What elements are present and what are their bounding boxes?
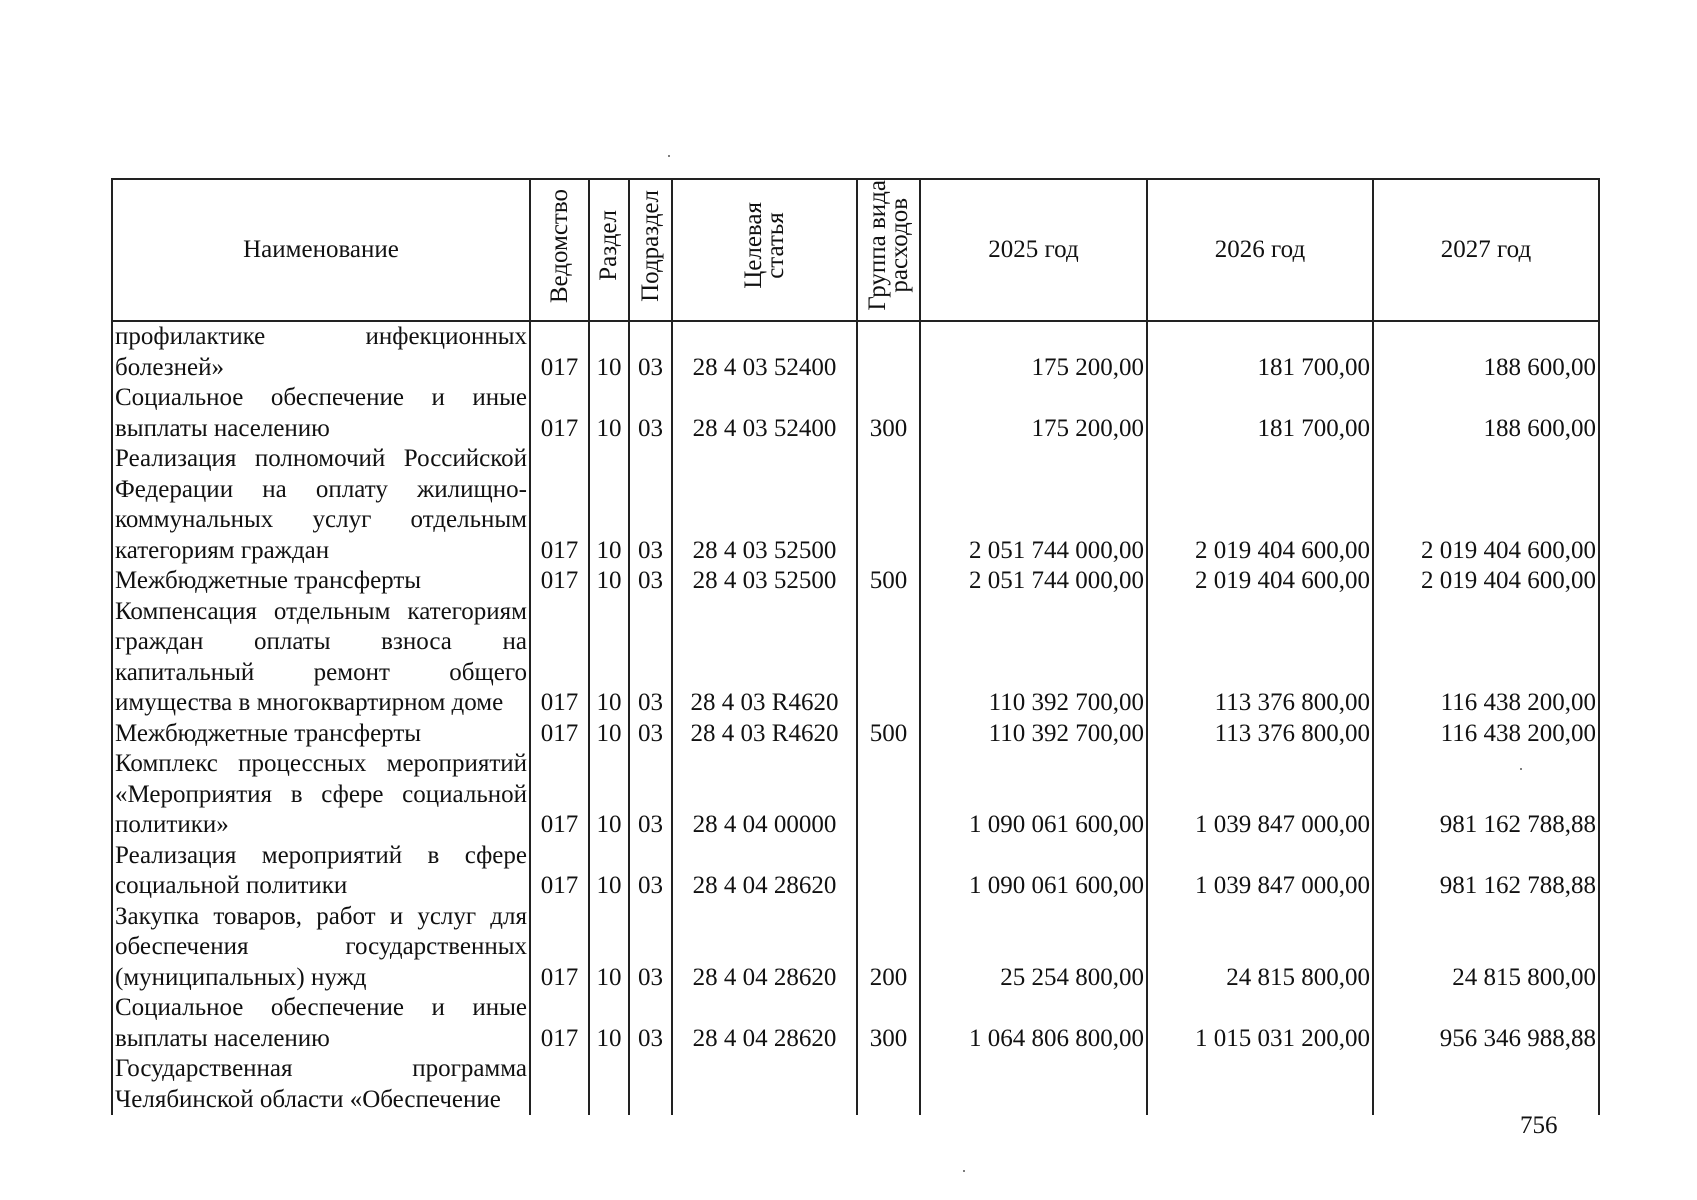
scan-speck (1520, 768, 1522, 770)
row-razdel: 10 (589, 902, 629, 994)
row-vedomstvo: 017 (530, 321, 589, 383)
header-year-2026: 2026 год (1147, 179, 1373, 321)
row-gruppa: 500 (857, 566, 920, 597)
row-amount-2027: 24 815 800,00 (1373, 902, 1599, 994)
row-podrazdel (629, 1054, 672, 1115)
row-tselevaya-statya: 28 4 04 28620 (672, 902, 857, 994)
row-tselevaya-statya: 28 4 03 R4620 (672, 597, 857, 719)
row-amount-2026 (1147, 1054, 1373, 1115)
header-razdel-label: Раздел (595, 210, 622, 282)
row-gruppa (857, 841, 920, 902)
row-name: Комплекс процессных мероприятий «Мероприятия в сфере социальной политики» (112, 749, 530, 841)
row-amount-2027: 956 346 988,88 (1373, 993, 1599, 1054)
row-podrazdel: 03 (629, 993, 672, 1054)
table-row (112, 749, 1599, 841)
row-name: Реализация мероприятий в сфере социальной политики (112, 841, 530, 902)
row-razdel: 10 (589, 597, 629, 719)
table-row (112, 902, 1599, 994)
row-gruppa (857, 1054, 920, 1115)
row-name: Закупка товаров, работ и услуг для обеспечения государственных (муниципальных) нужд (112, 902, 530, 994)
row-amount-2026: 1 039 847 000,00 (1147, 841, 1373, 902)
table-row (112, 566, 1599, 597)
row-tselevaya-statya: 28 4 03 52500 (672, 444, 857, 566)
row-razdel: 10 (589, 383, 629, 444)
table-row (112, 841, 1599, 902)
table-row (112, 444, 1599, 566)
row-amount-2026: 24 815 800,00 (1147, 902, 1373, 994)
row-amount-2026: 1 015 031 200,00 (1147, 993, 1373, 1054)
row-vedomstvo: 017 (530, 383, 589, 444)
row-gruppa (857, 444, 920, 566)
scan-speck (963, 1170, 965, 1172)
row-name: профилактике инфекционных болезней» (112, 321, 530, 383)
table-header (112, 179, 1599, 321)
row-vedomstvo: 017 (530, 597, 589, 719)
row-razdel (589, 1054, 629, 1115)
row-gruppa (857, 597, 920, 719)
row-podrazdel: 03 (629, 383, 672, 444)
row-amount-2026: 2 019 404 600,00 (1147, 444, 1373, 566)
row-podrazdel: 03 (629, 566, 672, 597)
header-name: Наименование (112, 179, 530, 321)
row-razdel: 10 (589, 993, 629, 1054)
row-podrazdel: 03 (629, 321, 672, 383)
row-amount-2027: 2 019 404 600,00 (1373, 566, 1599, 597)
row-name: Компенсация отдельным категориям граждан оплаты взноса на капитальный ремонт общего имущества в многоквартирном доме (112, 597, 530, 719)
header-podrazdel-label: Подраздел (636, 189, 664, 302)
row-gruppa (857, 749, 920, 841)
row-podrazdel: 03 (629, 719, 672, 750)
row-tselevaya-statya: 28 4 04 00000 (672, 749, 857, 841)
row-gruppa (857, 321, 920, 383)
row-amount-2027: 116 438 200,00 (1373, 597, 1599, 719)
row-amount-2025: 110 392 700,00 (920, 597, 1147, 719)
row-amount-2025: 25 254 800,00 (920, 902, 1147, 994)
row-amount-2027: 981 162 788,88 (1373, 749, 1599, 841)
budget-table (111, 178, 1600, 1115)
row-amount-2026: 2 019 404 600,00 (1147, 566, 1373, 597)
row-name: Социальное обеспечение и иные выплаты населению (112, 993, 530, 1054)
header-vedomstvo-label: Ведомство (545, 188, 573, 303)
header-gruppa-label: Группа вида расходов (863, 180, 913, 312)
header-tselevaya-label: Целевая статья (739, 202, 789, 290)
row-name: Государственная программа Челябинской области «Обеспечение (112, 1054, 530, 1115)
table-body (112, 321, 1599, 1115)
row-razdel: 10 (589, 749, 629, 841)
row-name: Социальное обеспечение и иные выплаты населению (112, 383, 530, 444)
row-podrazdel: 03 (629, 597, 672, 719)
row-amount-2025 (920, 1054, 1147, 1115)
table-row (112, 597, 1599, 719)
row-tselevaya-statya: 28 4 04 28620 (672, 993, 857, 1054)
row-vedomstvo: 017 (530, 566, 589, 597)
row-amount-2025: 2 051 744 000,00 (920, 444, 1147, 566)
row-razdel: 10 (589, 841, 629, 902)
row-amount-2025: 1 064 806 800,00 (920, 993, 1147, 1054)
row-podrazdel: 03 (629, 841, 672, 902)
row-amount-2027: 981 162 788,88 (1373, 841, 1599, 902)
row-razdel: 10 (589, 566, 629, 597)
row-gruppa: 300 (857, 383, 920, 444)
row-amount-2027: 188 600,00 (1373, 383, 1599, 444)
table-row (112, 1054, 1599, 1115)
row-vedomstvo: 017 (530, 841, 589, 902)
row-name: Межбюджетные трансферты (112, 719, 530, 750)
row-name: Реализация полномочий Российской Федерации на оплату жилищно-коммунальных услуг отдельным категориям граждан (112, 444, 530, 566)
header-row (112, 179, 1599, 321)
row-vedomstvo: 017 (530, 444, 589, 566)
header-gruppa-vida-raskhodov (857, 179, 920, 321)
page-number: 756 (1520, 1112, 1558, 1139)
row-amount-2027: 2 019 404 600,00 (1373, 444, 1599, 566)
row-amount-2027: 188 600,00 (1373, 321, 1599, 383)
row-amount-2025: 110 392 700,00 (920, 719, 1147, 750)
row-podrazdel: 03 (629, 749, 672, 841)
row-amount-2026: 1 039 847 000,00 (1147, 749, 1373, 841)
table-row (112, 321, 1599, 383)
row-amount-2027 (1373, 1054, 1599, 1115)
row-tselevaya-statya: 28 4 03 52400 (672, 383, 857, 444)
row-amount-2025: 175 200,00 (920, 321, 1147, 383)
table-row (112, 993, 1599, 1054)
row-amount-2026: 181 700,00 (1147, 383, 1373, 444)
row-amount-2025: 1 090 061 600,00 (920, 841, 1147, 902)
row-vedomstvo: 017 (530, 719, 589, 750)
header-vedomstvo (530, 179, 589, 321)
header-razdel (589, 179, 629, 321)
row-vedomstvo (530, 1054, 589, 1115)
row-gruppa: 300 (857, 993, 920, 1054)
row-tselevaya-statya: 28 4 04 28620 (672, 841, 857, 902)
row-podrazdel: 03 (629, 902, 672, 994)
header-year-2027: 2027 год (1373, 179, 1599, 321)
row-amount-2026: 113 376 800,00 (1147, 597, 1373, 719)
row-amount-2027: 116 438 200,00 (1373, 719, 1599, 750)
row-vedomstvo: 017 (530, 993, 589, 1054)
row-razdel: 10 (589, 444, 629, 566)
row-amount-2026: 113 376 800,00 (1147, 719, 1373, 750)
row-gruppa: 500 (857, 719, 920, 750)
row-tselevaya-statya: 28 4 03 52500 (672, 566, 857, 597)
row-tselevaya-statya (672, 1054, 857, 1115)
header-year-2025: 2025 год (920, 179, 1147, 321)
table-row (112, 719, 1599, 750)
row-amount-2025: 2 051 744 000,00 (920, 566, 1147, 597)
row-gruppa: 200 (857, 902, 920, 994)
row-vedomstvo: 017 (530, 902, 589, 994)
row-amount-2026: 181 700,00 (1147, 321, 1373, 383)
row-amount-2025: 1 090 061 600,00 (920, 749, 1147, 841)
row-tselevaya-statya: 28 4 03 R4620 (672, 719, 857, 750)
header-tselevaya-statya (672, 179, 857, 321)
row-vedomstvo: 017 (530, 749, 589, 841)
header-podrazdel (629, 179, 672, 321)
scan-speck (668, 155, 670, 157)
table-row (112, 383, 1599, 444)
row-razdel: 10 (589, 321, 629, 383)
row-amount-2025: 175 200,00 (920, 383, 1147, 444)
row-razdel: 10 (589, 719, 629, 750)
row-name: Межбюджетные трансферты (112, 566, 530, 597)
row-podrazdel: 03 (629, 444, 672, 566)
row-tselevaya-statya: 28 4 03 52400 (672, 321, 857, 383)
